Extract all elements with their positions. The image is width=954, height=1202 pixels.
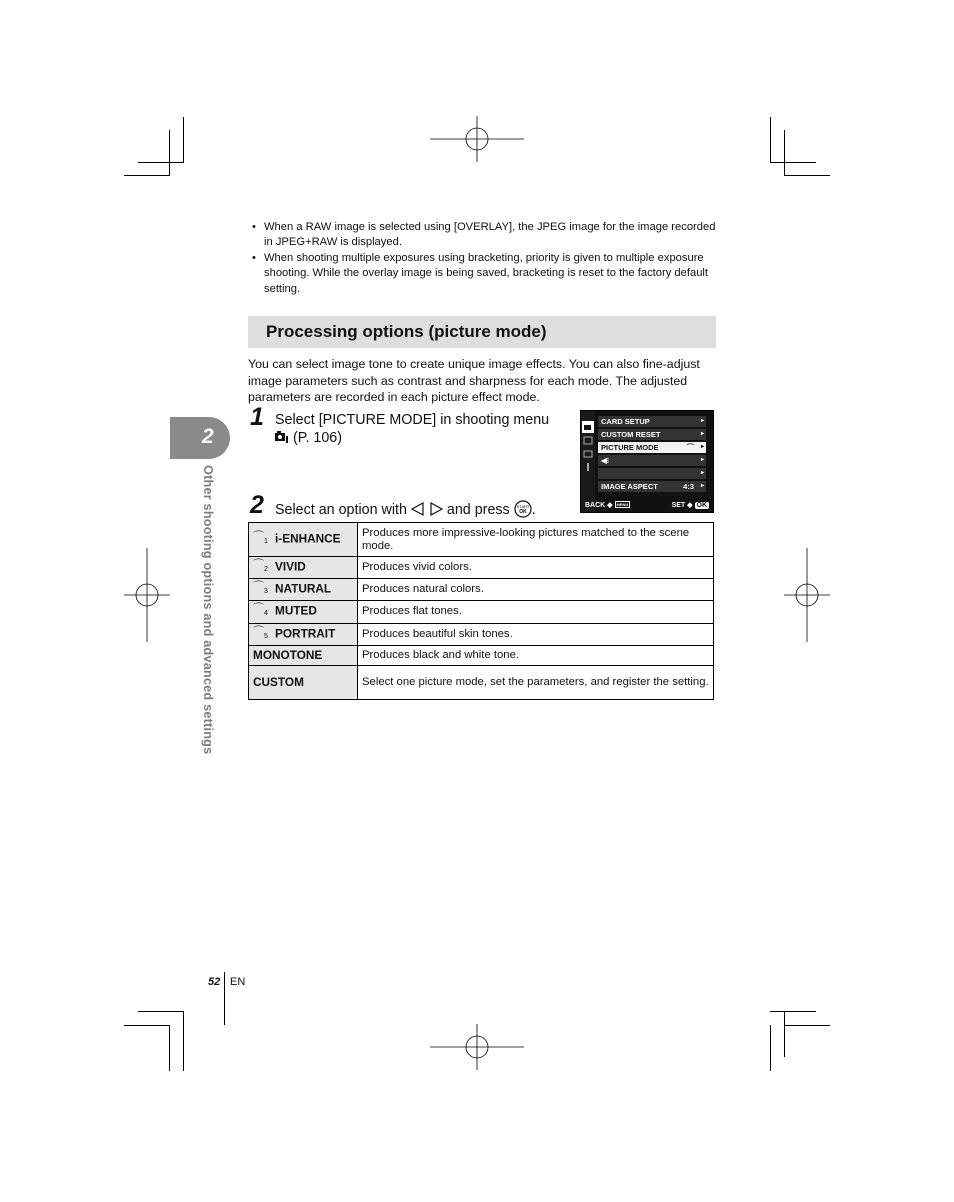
page-reference: (P. 106) — [292, 430, 342, 446]
step-2-instruction: Select an option with — [275, 502, 407, 518]
svg-text:OK: OK — [518, 509, 527, 515]
chapter-title — [196, 465, 216, 795]
registration-mark-icon — [430, 1024, 524, 1070]
table-row — [249, 665, 714, 699]
lcd-back: BACK ◆ MENU — [585, 502, 629, 509]
step-number: 2 — [250, 491, 264, 519]
crop-mark — [138, 1011, 184, 1012]
crop-mark — [770, 117, 771, 163]
chapter-title-text: Other shooting options and advanced settings — [201, 465, 215, 755]
lcd-menu-item: IMAGE ASPECT 4:3 ▸ — [598, 481, 706, 492]
lcd-menu-item: ◀⁝ ▸ — [598, 455, 706, 466]
picture-mode-5-icon: $⌒_5$ — [253, 625, 268, 640]
table-row — [249, 623, 714, 645]
crop-mark — [169, 130, 170, 176]
picture-mode-table — [248, 522, 714, 700]
crop-mark — [770, 1025, 771, 1071]
mode-name: PORTRAIT — [275, 626, 336, 641]
mode-desc: Produces beautiful skin tones. — [358, 623, 714, 645]
lcd-menu-item: CARD SETUP ▸ — [598, 416, 706, 427]
table-row — [249, 601, 714, 623]
lcd-menu-item: CUSTOM RESET ▸ — [598, 429, 706, 440]
mode-desc: Select one picture mode, set the parameters, and register the setting. — [358, 665, 714, 699]
step-1-instruction: Select [PICTURE MODE] in shooting menu — [275, 412, 550, 428]
language-code: EN — [230, 976, 246, 988]
lcd-set: SET ◆ OK — [671, 502, 707, 509]
crop-mark — [124, 1025, 170, 1026]
mode-name-cell — [249, 523, 358, 557]
page-number: 52 — [208, 976, 221, 988]
mode-name: i-ENHANCE — [275, 531, 341, 546]
intro-paragraph: You can select image tone to create unique image effects. You can also fine-adjust image parameters such as contrast and sharpness for each mode. The adjusted parameters are recorded in each picture effect mode. — [248, 357, 700, 405]
note-text: When a RAW image is selected using [OVERLAY], the JPEG image for the image recorded in JPEG+RAW is displayed. — [264, 221, 716, 249]
note-item: • When a RAW image is selected using [OVERLAY], the JPEG image for the image recorded in JPEG+RAW is displayed. — [252, 221, 716, 249]
mode-name-cell: CUSTOM — [249, 665, 358, 699]
chapter-tab — [170, 417, 230, 459]
step-1-text — [275, 411, 575, 447]
ok-button-icon — [514, 500, 532, 523]
crop-mark — [183, 1011, 184, 1071]
picture-mode-3-icon: $⌒_3$ — [253, 581, 268, 596]
mode-name: NATURAL — [275, 581, 332, 596]
mode-desc: Produces natural colors. — [358, 579, 714, 601]
crop-mark — [770, 162, 816, 163]
mode-name-cell — [249, 579, 358, 601]
note-text: When shooting multiple exposures using bracketing, priority is given to multiple exposure shooting. While the overlay image is being saved, bracketing is reset to the factory default setting. — [264, 251, 709, 295]
mode-desc: Produces vivid colors. — [358, 557, 714, 579]
mode-name-cell — [249, 557, 358, 579]
crop-mark — [784, 130, 785, 176]
table-row — [249, 579, 714, 601]
crop-mark — [124, 175, 170, 176]
menu-tabs — [581, 411, 595, 512]
menu-icon: MENU — [616, 502, 629, 507]
picture-mode-1-icon: $⌒_1$ — [253, 530, 268, 546]
crop-mark — [183, 117, 184, 163]
lcd-menu-item-selected: PICTURE MODE ⌒ ▸ — [598, 442, 706, 453]
lcd-back-label: BACK — [585, 502, 606, 509]
crop-mark — [770, 1011, 816, 1012]
step-number: 1 — [250, 403, 264, 431]
crop-mark — [784, 175, 830, 176]
svg-text:START: START — [516, 504, 530, 509]
camera-menu-screenshot — [580, 410, 714, 513]
chapter-number: 2 — [202, 425, 214, 448]
ok-icon: OK — [696, 502, 707, 509]
lcd-item-label: IMAGE ASPECT — [601, 482, 658, 491]
table-row — [249, 557, 714, 579]
table-row — [249, 523, 714, 557]
crop-mark — [138, 162, 184, 163]
note-item: • When shooting multiple exposures using bracketing, priority is given to multiple exposure shooting. While the overlay image is being saved, bracketing is reset to the factory default setting. — [252, 251, 709, 295]
camera-menu-icon — [275, 430, 289, 442]
mode-desc: Produces more impressive-looking pictures matched to the scene mode. — [358, 523, 714, 557]
mode-name-cell — [249, 623, 358, 645]
mode-name: MUTED — [275, 604, 317, 619]
mode-name-cell — [249, 601, 358, 623]
lcd-item-label: CUSTOM RESET — [601, 430, 661, 439]
registration-mark-icon — [430, 116, 524, 162]
picture-mode-2-icon: $⌒_2$ — [253, 559, 268, 574]
section-title: Processing options (picture mode) — [266, 322, 547, 341]
step-2-instruction-b: and press — [446, 502, 510, 518]
table-row — [249, 645, 714, 665]
lcd-menu-item: ▸ — [598, 468, 706, 479]
picture-mode-4-icon: $⌒_4$ — [253, 603, 268, 618]
crop-mark — [784, 1025, 830, 1026]
notes-list — [250, 220, 720, 297]
mode-name: VIVID — [275, 559, 306, 574]
arrow-left-right-icon — [411, 502, 443, 521]
registration-mark-icon — [784, 548, 830, 642]
crop-mark — [784, 1011, 785, 1057]
registration-mark-icon — [124, 548, 170, 642]
quality-icon: ◀⁝ — [601, 456, 610, 465]
mode-desc: Produces flat tones. — [358, 601, 714, 623]
footer-divider — [224, 972, 225, 1025]
step-2-end: . — [531, 502, 536, 518]
step-2-text — [275, 500, 575, 523]
mode-desc: Produces black and white tone. — [358, 645, 714, 665]
lcd-set-label: SET — [671, 502, 686, 509]
lcd-item-label: PICTURE MODE — [601, 443, 659, 452]
lcd-item-value: 4:3 — [683, 482, 694, 491]
picture-mode-icon: ⌒ — [686, 443, 694, 452]
mode-name-cell: MONOTONE — [249, 645, 358, 665]
section-heading — [248, 316, 716, 348]
lcd-item-label: CARD SETUP — [601, 417, 650, 426]
crop-mark — [169, 1025, 170, 1071]
